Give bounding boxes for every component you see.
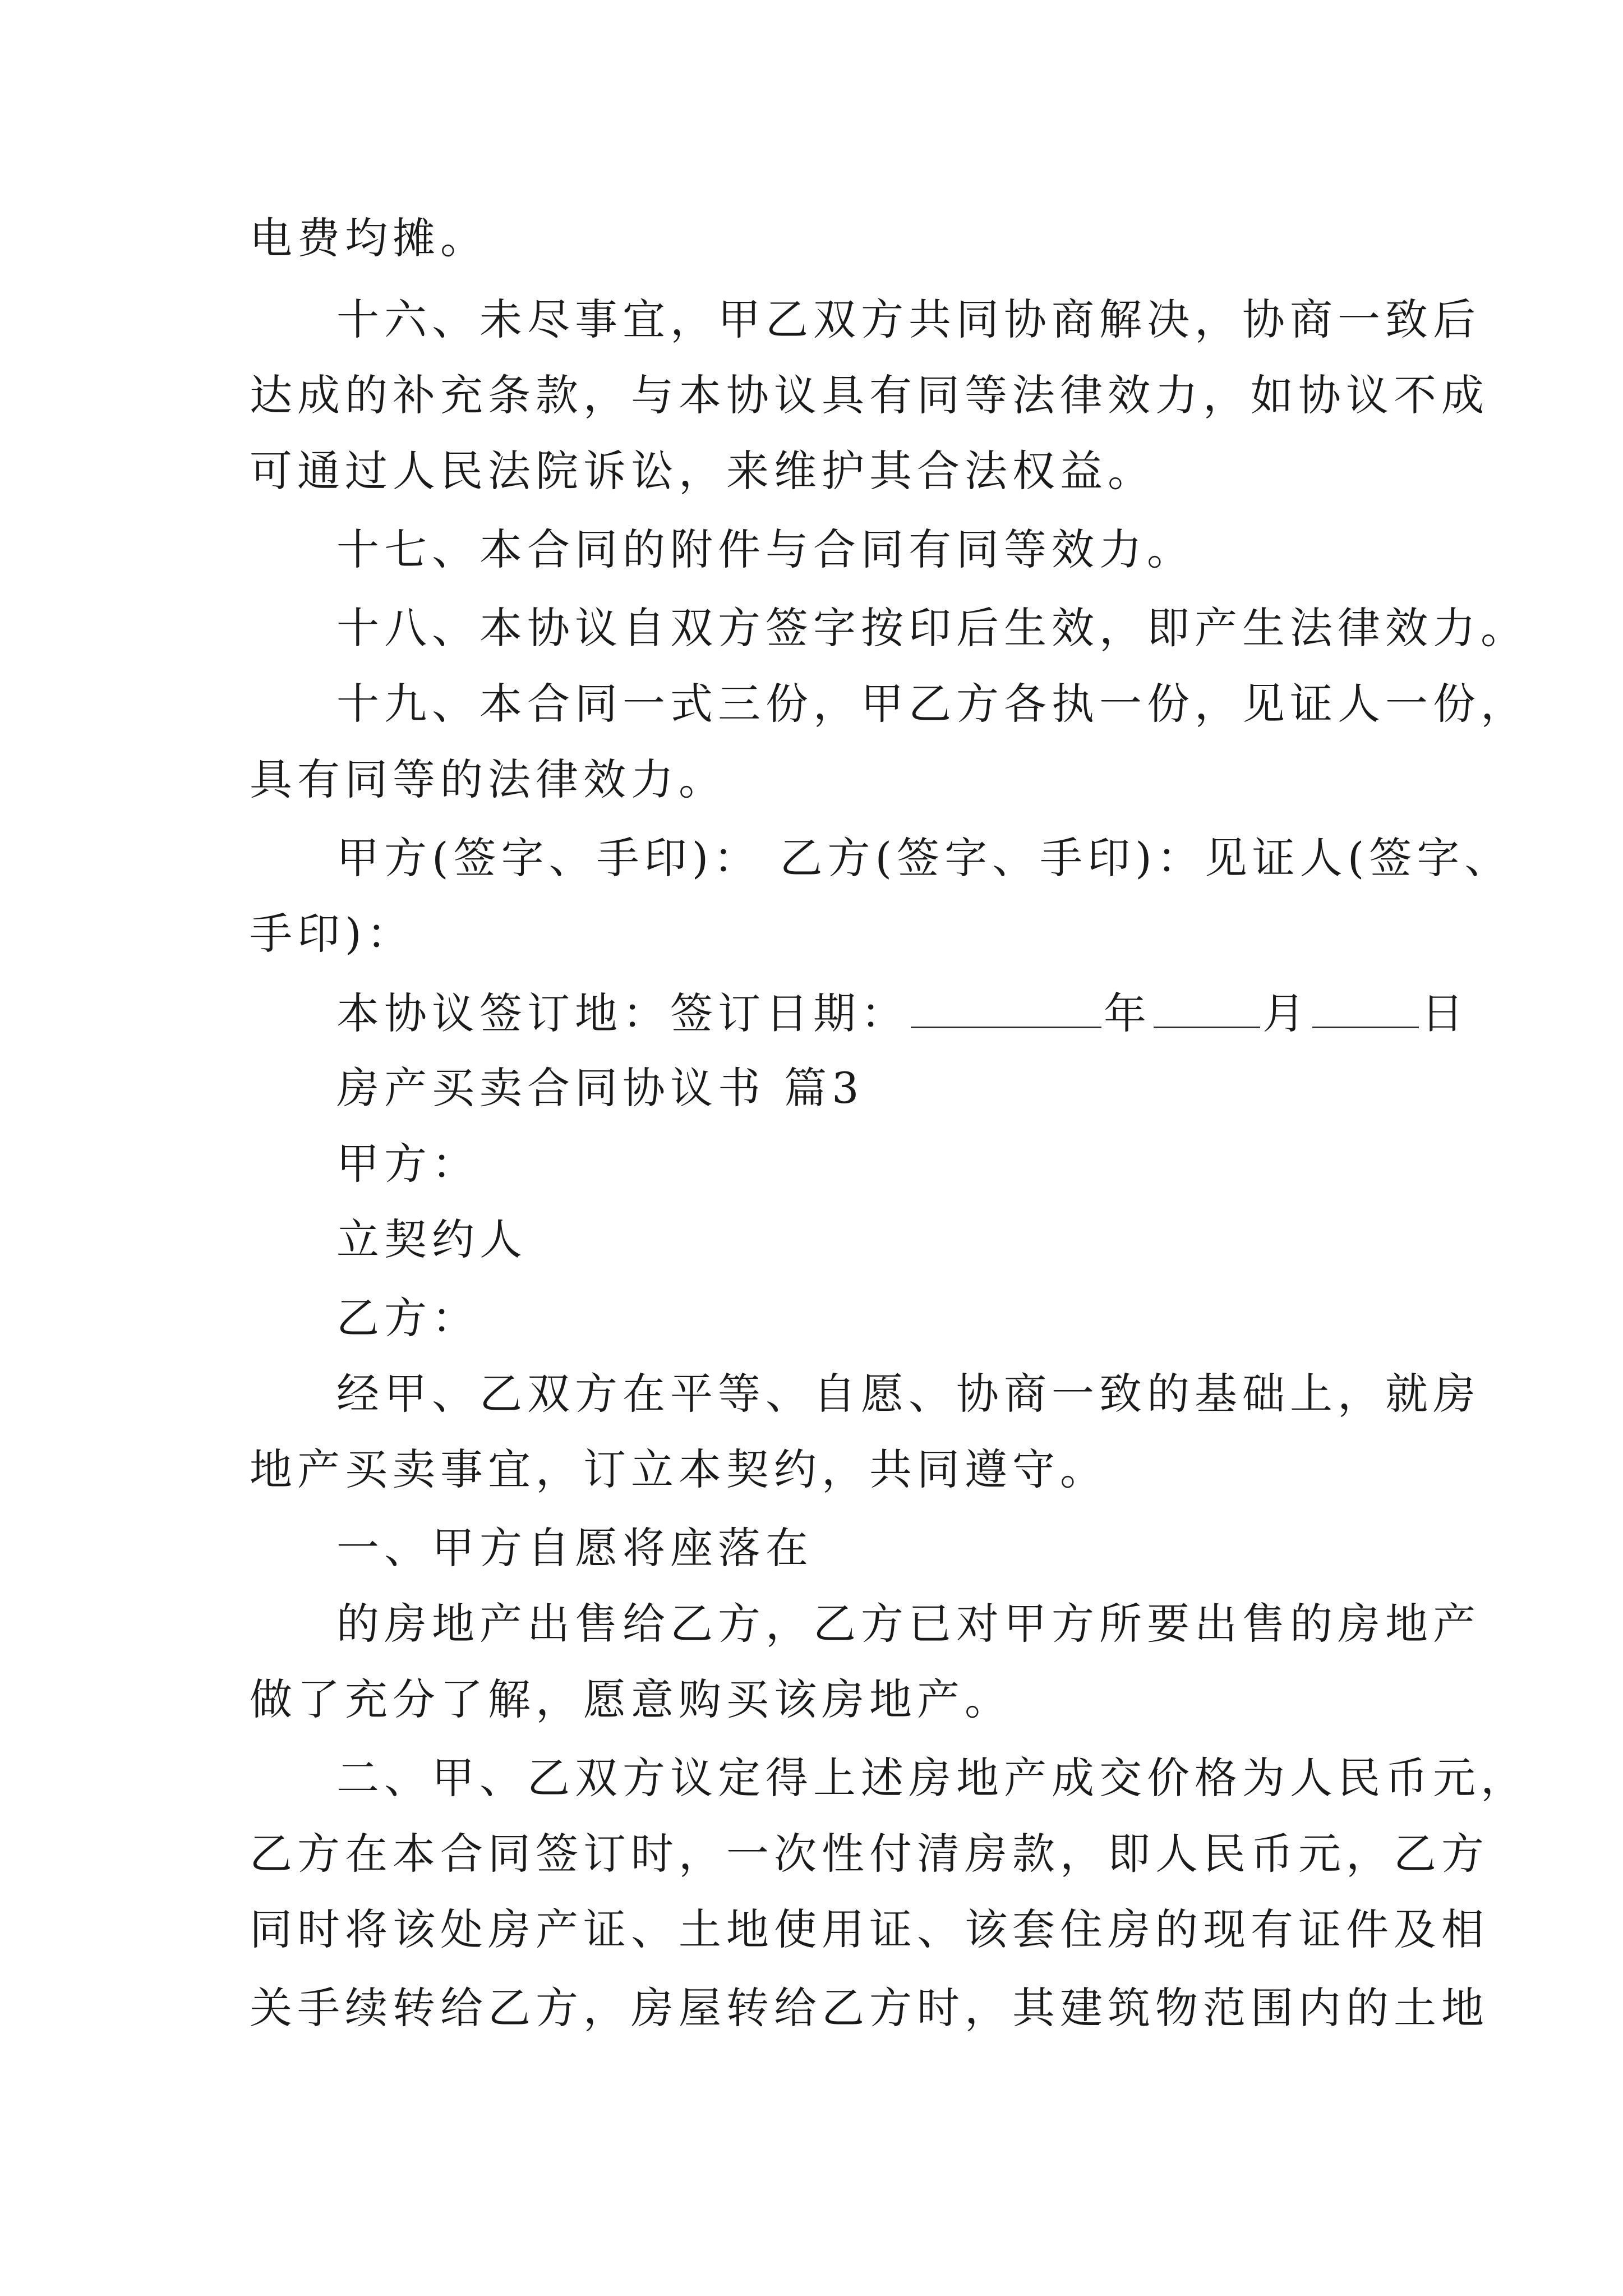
preamble-line-1: 经甲、乙双方在平等、自愿、协商一致的基础上，就房: [336, 1369, 1481, 1419]
clause-1-line-1: 一、甲方自愿将座落在: [336, 1523, 813, 1573]
clause-19-line-2: 具有同等的法律效力。: [250, 754, 726, 804]
year-blank: [911, 983, 1101, 1028]
signing-place-date-label: 本协议签订地：签订日期：: [336, 988, 909, 1038]
clause-17: 十七、本合同的附件与合同有同等效力。: [336, 524, 1195, 574]
signature-line-2: 手印)：: [250, 909, 414, 959]
party-b-label: 乙方：: [336, 1293, 479, 1343]
clause-2-line-1: 二、甲、乙双方议定得上述房地产成交价格为人民币元，: [336, 1753, 1528, 1803]
clause-18: 十八、本协议自双方签字按印后生效，即产生法律效力。: [336, 603, 1528, 653]
clause-16-line-2: 达成的补充条款，与本协议具有同等法律效力，如协议不成: [250, 370, 1489, 420]
month-blank: [1154, 983, 1260, 1028]
party-a-label: 甲方：: [336, 1139, 479, 1189]
preamble-line-2: 地产买卖事宜，订立本契约，共同遵守。: [250, 1444, 1108, 1494]
clause-2-line-2: 乙方在本合同签订时，一次性付清房款，即人民币元，乙方: [250, 1829, 1489, 1879]
day-blank: [1312, 983, 1419, 1028]
section-heading: 房产买卖合同协议书 篇3: [336, 1063, 864, 1113]
clause-1-line-3: 做了充分了解，愿意购买该房地产。: [250, 1674, 1012, 1724]
clause-2-line-4: 关手续转给乙方，房屋转给乙方时，其建筑物范围内的土地: [250, 1983, 1489, 2033]
signature-line-1: 甲方(签字、手印)： 乙方(签字、手印)：见证人(签字、: [336, 833, 1513, 883]
clause-1-line-2: 的房地产出售给乙方，乙方已对甲方所要出售的房地产: [336, 1599, 1481, 1649]
clause-19-line-1: 十九、本合同一式三份，甲乙方各执一份，见证人一份，: [336, 679, 1528, 729]
clause-16-line-1: 十六、未尽事宜，甲乙双方共同协商解决，协商一致后: [336, 295, 1481, 344]
year-label: 年: [1104, 988, 1151, 1038]
clause-16-line-3: 可通过人民法院诉讼，来维护其合法权益。: [250, 446, 1155, 496]
clause-2-line-3: 同时将该处房产证、土地使用证、该套住房的现有证件及相: [250, 1904, 1489, 1954]
text-line-1: 电费均摊。: [250, 213, 488, 263]
signing-place-date-line: [336, 983, 1469, 1042]
contractor-label: 立契约人: [336, 1214, 527, 1264]
month-label: 月: [1262, 988, 1310, 1038]
day-label: 日: [1421, 988, 1469, 1038]
